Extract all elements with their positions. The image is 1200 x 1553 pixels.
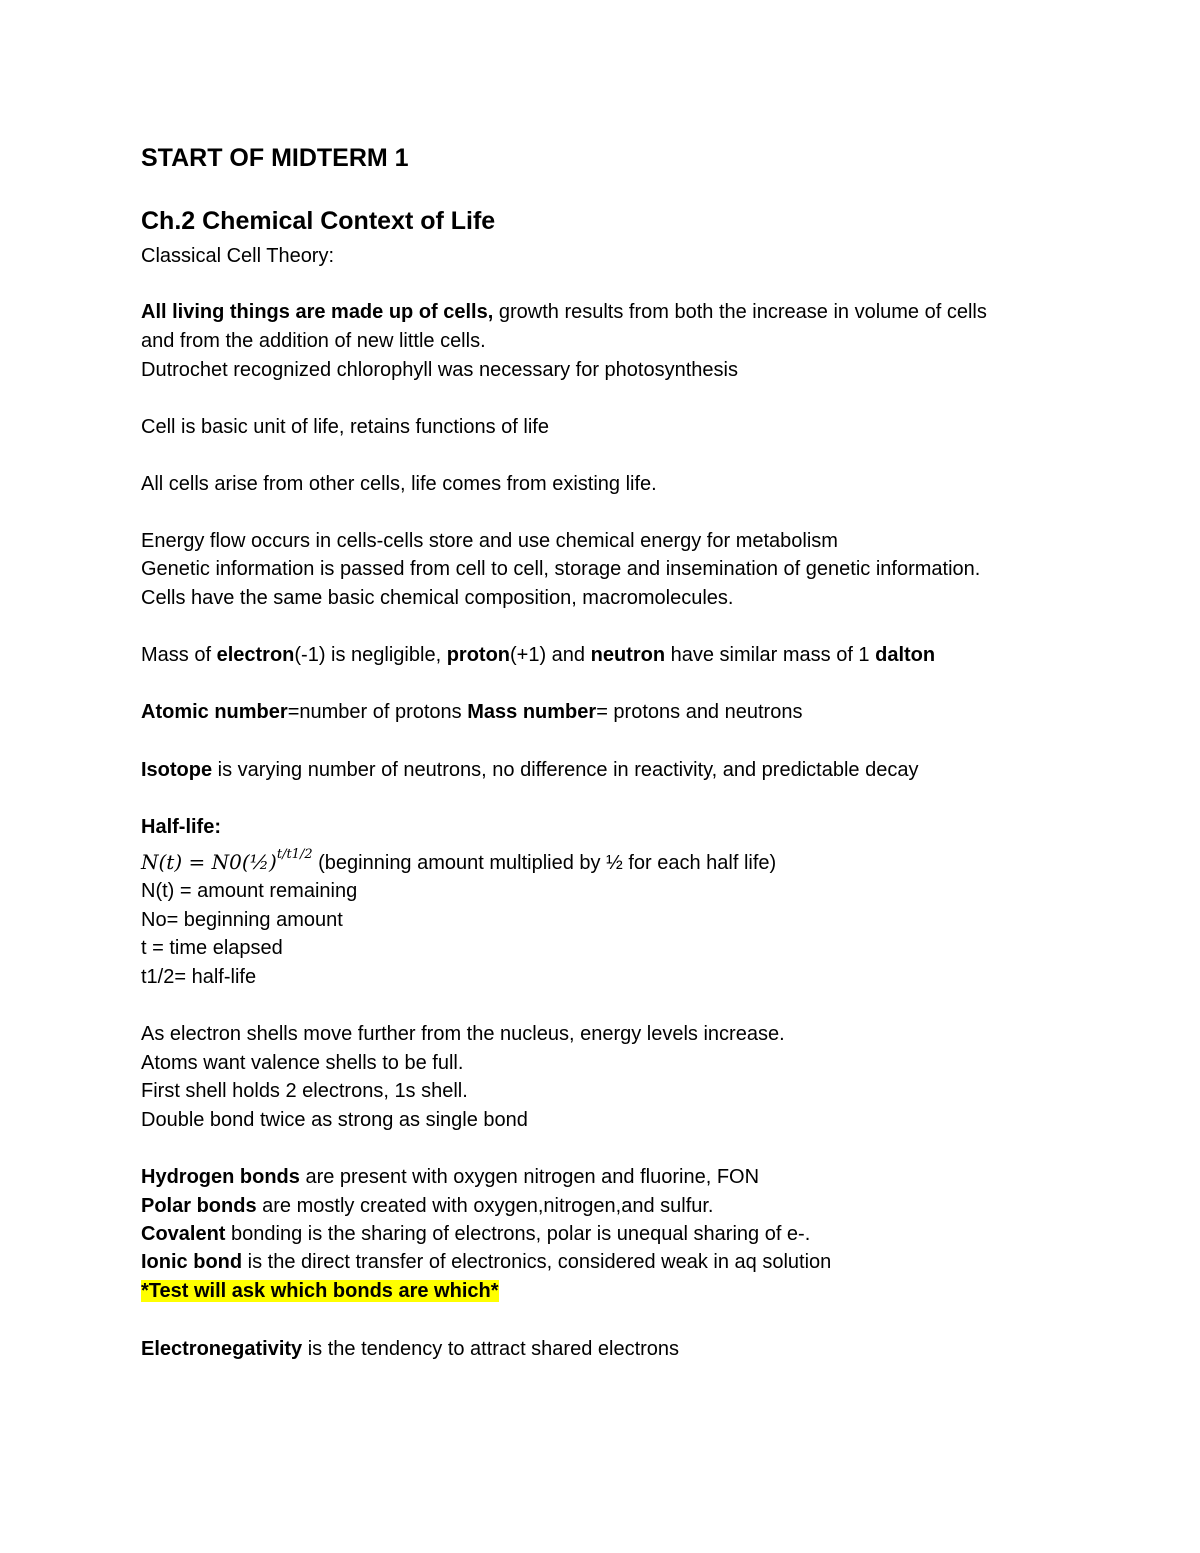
text: Mass of xyxy=(141,644,217,666)
bold-term: dalton xyxy=(875,644,936,666)
halflife-heading: Half-life: xyxy=(141,816,221,838)
paragraph-cells xyxy=(141,299,987,325)
paragraph-ionic xyxy=(141,1249,831,1275)
paragraph-mass xyxy=(141,642,935,668)
text: is the tendency to attract shared electrons xyxy=(302,1338,680,1360)
paragraph-genetic: Genetic information is passed from cell to cell, storage and insemination of genetic information. xyxy=(141,558,981,580)
paragraph-polar-bonds xyxy=(141,1193,714,1219)
bold-term: electron xyxy=(216,644,295,666)
text: is varying number of neutrons, no difference in reactivity, and predictable decay xyxy=(212,759,919,781)
paragraph-shells-1: As electron shells move further from the nucleus, energy levels increase. xyxy=(141,1023,785,1045)
paragraph-shells-3: First shell holds 2 electrons, 1s shell. xyxy=(141,1080,468,1102)
text: is the direct transfer of electronics, considered weak in aq solution xyxy=(242,1251,832,1273)
paragraph-isotope xyxy=(141,757,918,783)
bold-term: Covalent xyxy=(141,1223,226,1245)
intro-line: Classical Cell Theory: xyxy=(141,245,335,267)
bold-term: All living things are made up of cells, xyxy=(141,301,494,323)
highlighted-note-line xyxy=(141,1278,499,1304)
paragraph-cells-cont: and from the addition of new little cells. xyxy=(141,330,486,352)
text: are present with oxygen nitrogen and fluorine, FON xyxy=(299,1166,760,1188)
text: bonding is the sharing of electrons, polar is unequal sharing of e-. xyxy=(225,1223,811,1245)
halflife-formula: N(t) = N0(½) xyxy=(141,850,277,874)
paragraph-cells-arise: All cells arise from other cells, life comes from existing life. xyxy=(141,473,657,495)
paragraph-shells-2: Atoms want valence shells to be full. xyxy=(141,1052,464,1074)
chapter-heading: Ch.2 Chemical Context of Life xyxy=(141,207,496,235)
halflife-exponent: t/t1/2 xyxy=(276,847,313,862)
halflife-def-n0: No= beginning amount xyxy=(141,909,343,931)
text: have similar mass of 1 xyxy=(665,644,876,666)
halflife-def-t: t = time elapsed xyxy=(141,937,283,959)
highlighted-note: *Test will ask which bonds are which* xyxy=(141,1280,499,1302)
paragraph-covalent xyxy=(141,1221,810,1247)
text: are mostly created with oxygen,nitrogen,and sulfur. xyxy=(256,1195,714,1217)
bold-term: Polar bonds xyxy=(141,1195,257,1217)
paragraph-basic-unit: Cell is basic unit of life, retains functions of life xyxy=(141,416,549,438)
paragraph-dutrochet: Dutrochet recognized chlorophyll was necessary for photosynthesis xyxy=(141,359,738,381)
halflife-formula-line xyxy=(141,849,776,879)
halflife-def-nt: N(t) = amount remaining xyxy=(141,880,358,902)
text: growth results from both the increase in volume of cells xyxy=(493,301,987,323)
paragraph-energy-flow: Energy flow occurs in cells-cells store and use chemical energy for metabolism xyxy=(141,530,838,552)
text: (+1) and xyxy=(510,644,591,666)
bold-term: Ionic bond xyxy=(141,1251,243,1273)
text: (-1) is negligible, xyxy=(294,644,447,666)
bold-term: Electronegativity xyxy=(141,1338,303,1360)
paragraph-atomic-number xyxy=(141,699,802,725)
paragraph-shells-4: Double bond twice as strong as single bond xyxy=(141,1109,528,1131)
text: =number of protons xyxy=(287,701,468,723)
bold-term: proton xyxy=(446,644,510,666)
doc-title: START OF MIDTERM 1 xyxy=(141,144,409,172)
paragraph-composition: Cells have the same basic chemical composition, macromolecules. xyxy=(141,587,734,609)
paragraph-electronegativity xyxy=(141,1336,679,1362)
text: (beginning amount multiplied by ½ for each half life) xyxy=(312,852,777,874)
halflife-def-t12: t1/2= half-life xyxy=(141,966,257,988)
bold-term: Atomic number xyxy=(141,701,288,723)
bold-term: Isotope xyxy=(141,759,213,781)
bold-term: Hydrogen bonds xyxy=(141,1166,300,1188)
paragraph-hydrogen-bonds xyxy=(141,1164,759,1190)
text: = protons and neutrons xyxy=(596,701,803,723)
bold-term: neutron xyxy=(590,644,666,666)
bold-term: Mass number xyxy=(467,701,597,723)
